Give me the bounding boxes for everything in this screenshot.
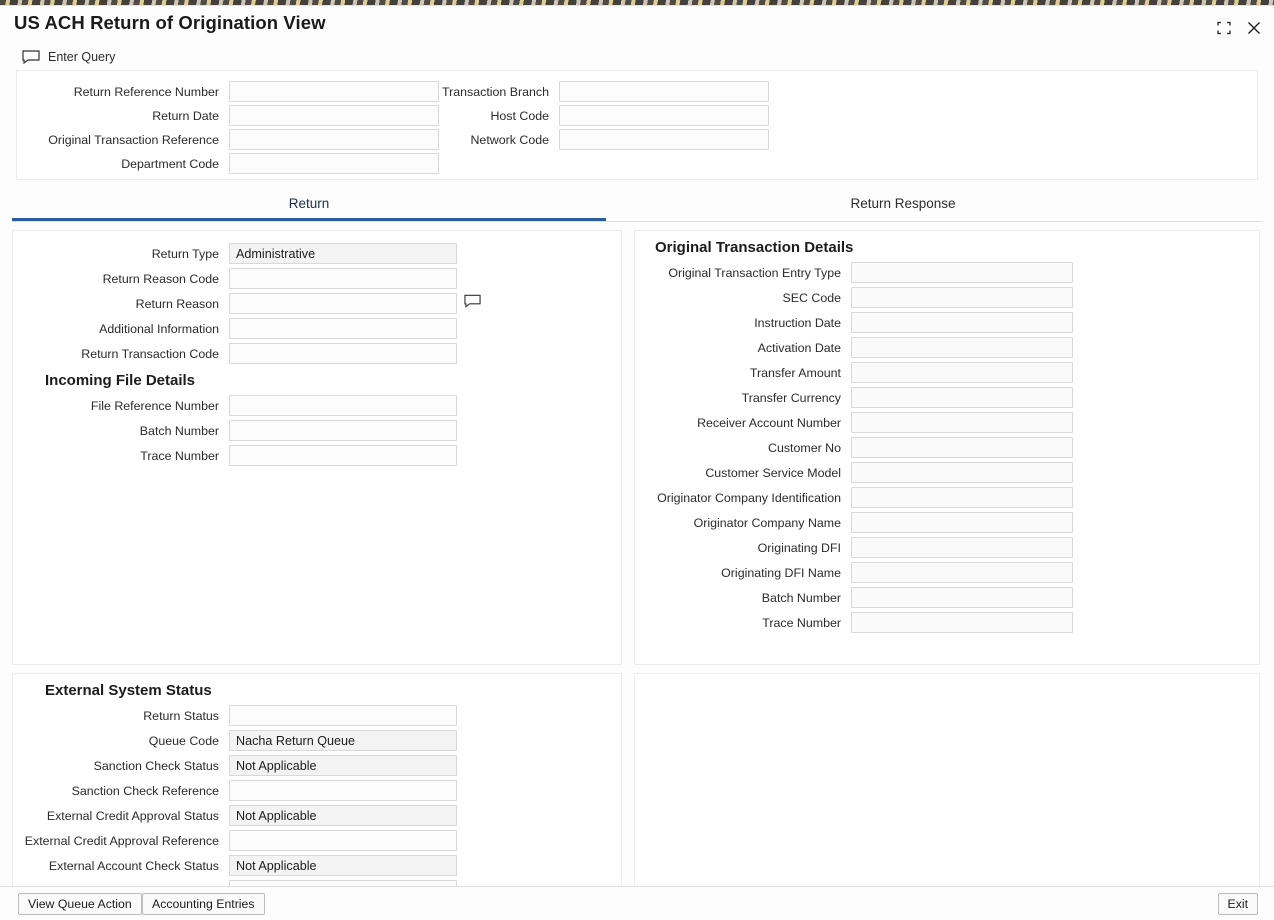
input-original-trace-number[interactable] — [851, 612, 1073, 633]
input-return-reference-number[interactable] — [229, 81, 439, 102]
label-original-transaction-reference: Original Transaction Reference — [48, 132, 219, 147]
original-transaction-details-grid — [635, 262, 1259, 633]
footer-toolbar — [0, 886, 1274, 920]
accounting-entries-button[interactable]: Accounting Entries — [142, 893, 265, 915]
return-fields-grid — [13, 231, 621, 364]
label-return-reason: Return Reason — [135, 296, 219, 311]
input-transaction-branch[interactable] — [559, 81, 769, 102]
label-sec-code: SEC Code — [782, 290, 841, 305]
window-titlebar — [0, 6, 1274, 44]
label-activation-date: Activation Date — [757, 340, 841, 355]
input-external-credit-approval-status[interactable] — [229, 805, 457, 826]
incoming-file-details-grid — [13, 395, 621, 466]
tab-return-response[interactable]: Return Response — [850, 196, 956, 211]
input-batch-number[interactable] — [229, 420, 457, 441]
tab-bar — [12, 192, 1262, 222]
input-activation-date[interactable] — [851, 337, 1073, 358]
header-fields-panel — [16, 70, 1258, 180]
external-system-status-title: External System Status — [45, 682, 212, 699]
exit-button[interactable]: Exit — [1218, 893, 1259, 915]
label-transfer-currency: Transfer Currency — [741, 390, 841, 405]
label-customer-no: Customer No — [768, 440, 841, 455]
input-originator-company-identification[interactable] — [851, 487, 1073, 508]
label-original-trace-number: Trace Number — [762, 615, 841, 630]
view-queue-action-button[interactable]: View Queue Action — [18, 893, 142, 915]
label-receiver-account-number: Receiver Account Number — [697, 415, 841, 430]
label-transaction-branch: Transaction Branch — [442, 84, 549, 99]
label-return-reason-code: Return Reason Code — [102, 271, 219, 286]
label-original-batch-number: Batch Number — [761, 590, 841, 605]
tab-return[interactable]: Return — [12, 192, 606, 221]
input-department-code[interactable] — [229, 153, 439, 174]
label-return-transaction-code: Return Transaction Code — [81, 346, 219, 361]
label-file-reference-number: File Reference Number — [90, 398, 219, 413]
label-batch-number: Batch Number — [139, 423, 219, 438]
input-receiver-account-number[interactable] — [851, 412, 1073, 433]
input-sec-code[interactable] — [851, 287, 1073, 308]
original-transaction-details-panel — [634, 230, 1260, 665]
input-customer-service-model[interactable] — [851, 462, 1073, 483]
input-instruction-date[interactable] — [851, 312, 1073, 333]
speech-balloon-icon — [22, 50, 40, 64]
label-transfer-amount: Transfer Amount — [749, 365, 841, 380]
input-host-code[interactable] — [559, 105, 769, 126]
label-additional-information: Additional Information — [99, 321, 219, 336]
input-sanction-check-status[interactable] — [229, 755, 457, 776]
label-sanction-check-status: Sanction Check Status — [93, 758, 219, 773]
label-customer-service-model: Customer Service Model — [705, 465, 841, 480]
input-original-batch-number[interactable] — [851, 587, 1073, 608]
label-instruction-date: Instruction Date — [754, 315, 841, 330]
input-trace-number[interactable] — [229, 445, 457, 466]
input-originating-dfi[interactable] — [851, 537, 1073, 558]
label-originator-company-identification: Originator Company Identification — [657, 490, 841, 505]
restore-window-icon[interactable] — [1216, 20, 1232, 36]
input-originating-dfi-name[interactable] — [851, 562, 1073, 583]
label-host-code: Host Code — [490, 108, 549, 123]
page-title: US ACH Return of Origination View — [14, 12, 326, 33]
input-external-credit-approval-reference[interactable] — [229, 830, 457, 851]
input-additional-information[interactable] — [229, 318, 457, 339]
label-trace-number: Trace Number — [140, 448, 219, 463]
input-network-code[interactable] — [559, 129, 769, 150]
external-system-status-grid — [13, 705, 621, 901]
input-customer-no[interactable] — [851, 437, 1073, 458]
input-return-status[interactable] — [229, 705, 457, 726]
label-originating-dfi: Originating DFI — [757, 540, 841, 555]
input-return-reason-code[interactable] — [229, 268, 457, 289]
window-controls — [1216, 20, 1262, 36]
input-original-transaction-reference[interactable] — [229, 129, 439, 150]
label-external-credit-approval-reference: External Credit Approval Reference — [24, 833, 219, 848]
input-return-reason[interactable] — [229, 293, 457, 314]
header-fields-grid — [17, 81, 1257, 174]
right-empty-panel — [634, 673, 1260, 913]
input-external-account-check-status[interactable] — [229, 855, 457, 876]
application-window — [0, 6, 1274, 920]
input-originator-company-name[interactable] — [851, 512, 1073, 533]
main-content — [0, 222, 1274, 913]
enter-query-label: Enter Query — [48, 50, 116, 64]
input-file-reference-number[interactable] — [229, 395, 457, 416]
label-return-reference-number: Return Reference Number — [73, 84, 219, 99]
label-sanction-check-reference: Sanction Check Reference — [71, 783, 219, 798]
original-transaction-details-title: Original Transaction Details — [655, 239, 854, 256]
label-originator-company-name: Originator Company Name — [693, 515, 841, 530]
label-external-credit-approval-status: External Credit Approval Status — [46, 808, 219, 823]
label-original-transaction-entry-type: Original Transaction Entry Type — [668, 265, 841, 280]
input-original-transaction-entry-type[interactable] — [851, 262, 1073, 283]
label-return-status: Return Status — [143, 708, 219, 723]
speech-balloon-icon[interactable] — [464, 294, 481, 313]
label-network-code: Network Code — [470, 132, 549, 147]
label-return-type: Return Type — [151, 246, 219, 261]
right-column — [634, 230, 1260, 913]
label-originating-dfi-name: Originating DFI Name — [721, 565, 841, 580]
external-system-status-panel — [12, 673, 622, 913]
enter-query-row[interactable] — [0, 44, 1274, 68]
left-column — [12, 230, 622, 913]
input-sanction-check-reference[interactable] — [229, 780, 457, 801]
input-queue-code[interactable] — [229, 730, 457, 751]
close-icon[interactable] — [1246, 20, 1262, 36]
label-queue-code: Queue Code — [148, 733, 219, 748]
label-external-account-check-status: External Account Check Status — [48, 858, 219, 873]
return-details-panel — [12, 230, 622, 665]
input-return-date[interactable] — [229, 105, 439, 126]
label-return-date: Return Date — [152, 108, 219, 123]
label-department-code: Department Code — [121, 156, 219, 171]
input-return-transaction-code[interactable] — [229, 343, 457, 364]
input-return-type[interactable] — [229, 243, 457, 264]
input-transfer-currency[interactable] — [851, 387, 1073, 408]
input-transfer-amount[interactable] — [851, 362, 1073, 383]
incoming-file-details-title: Incoming File Details — [45, 372, 196, 389]
